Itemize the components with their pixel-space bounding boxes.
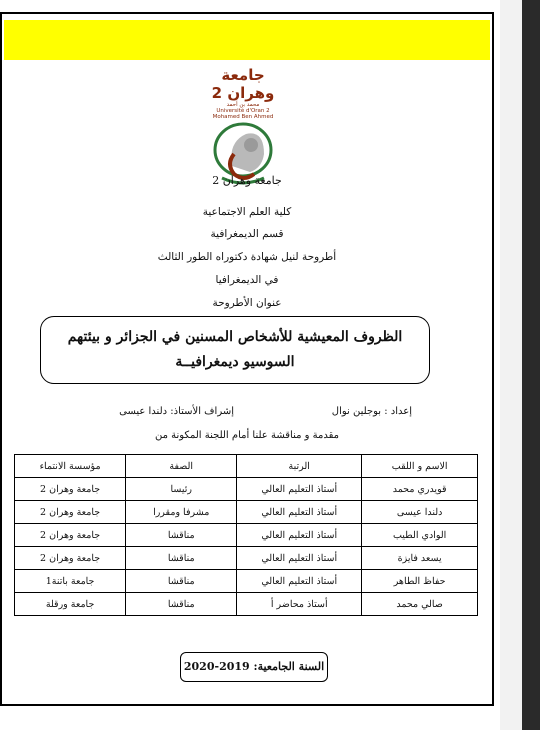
table-cell: قويدري محمد	[362, 478, 478, 501]
column-header: الصفة	[126, 455, 237, 478]
thesis-title-label: عنوان الأطروحة	[212, 297, 282, 309]
document-page	[0, 12, 494, 706]
committee-intro: مقدمة و مناقشة علنا أمام اللجنة المكونة من	[154, 430, 340, 441]
academic-year-box: السنة الجامعية: 2019-2020	[180, 652, 328, 682]
table-cell: يسعد فايزة	[362, 547, 478, 570]
logo-subtitle-fr2: Mohamed Ben Ahmed	[212, 114, 274, 120]
university-name: جامعة وهران 2	[212, 174, 282, 187]
table-cell: أستاذ محاضر أ	[237, 593, 362, 616]
viewer-margin	[500, 0, 522, 730]
table-row	[15, 570, 478, 593]
table-cell: أستاذ التعليم العالي	[237, 547, 362, 570]
table-cell: أستاذ التعليم العالي	[237, 570, 362, 593]
table-cell: جامعة وهران 2	[15, 501, 126, 524]
table-header-row	[15, 455, 478, 478]
column-header: مؤسسة الانتماء	[15, 455, 126, 478]
logo-subtitle-ar: محمد بن أحمد	[226, 102, 260, 108]
table-cell: جامعة ورقلة	[15, 593, 126, 616]
prepared-by: إعداد : بوجلين نوال	[331, 406, 412, 417]
table-cell: مشرفا ومقررا	[126, 501, 237, 524]
viewer-scrollbar[interactable]	[522, 0, 540, 730]
table-cell: رئيسا	[126, 478, 237, 501]
column-header: الاسم و اللقب	[362, 455, 478, 478]
thesis-title-line1: الظروف المعيشية للأشخاص المسنين في الجزائر و بيئتهم	[67, 329, 403, 345]
table-cell: حفاظ الطاهر	[362, 570, 478, 593]
committee-table	[14, 454, 478, 616]
table-cell: أستاذ التعليم العالي	[237, 501, 362, 524]
table-row	[15, 593, 478, 616]
department-name: قسم الديمغرافية	[210, 228, 284, 240]
table-row	[15, 501, 478, 524]
table-cell: جامعة وهران 2	[15, 524, 126, 547]
table-cell: جامعة وهران 2	[15, 478, 126, 501]
table-cell: مناقشا	[126, 547, 237, 570]
logo-subtitle-fr: Université d'Oran 2	[216, 108, 270, 114]
column-header: الرتبة	[237, 455, 362, 478]
table-cell: الوادي الطيب	[362, 524, 478, 547]
table-cell: جامعة وهران 2	[15, 547, 126, 570]
university-logo	[198, 66, 288, 168]
table-cell: جامعة باتنة1	[15, 570, 126, 593]
logo-title: جامعة وهران 2	[211, 66, 275, 102]
thesis-title-line2: السوسيو ديمغرافيــة	[175, 354, 295, 370]
table-cell: أستاذ التعليم العالي	[237, 524, 362, 547]
thesis-title-box	[40, 316, 430, 384]
table-row	[15, 524, 478, 547]
thesis-type: أطروحة لنيل شهادة دكتوراه الطور الثالث	[157, 251, 337, 263]
table-cell: مناقشا	[126, 593, 237, 616]
table-cell: دلندا عيسى	[362, 501, 478, 524]
table-cell: مناقشا	[126, 570, 237, 593]
table-row	[15, 478, 478, 501]
table-row	[15, 547, 478, 570]
table-cell: صالي محمد	[362, 593, 478, 616]
field-of-study: في الديمغرافيا	[215, 274, 279, 286]
highlight-bar	[4, 20, 490, 60]
faculty-name: كلية العلم الاجتماعية	[202, 206, 292, 218]
supervisor: إشراف الأستاذ: دلندا عيسى	[119, 406, 234, 417]
table-cell: مناقشا	[126, 524, 237, 547]
table-cell: أستاذ التعليم العالي	[237, 478, 362, 501]
